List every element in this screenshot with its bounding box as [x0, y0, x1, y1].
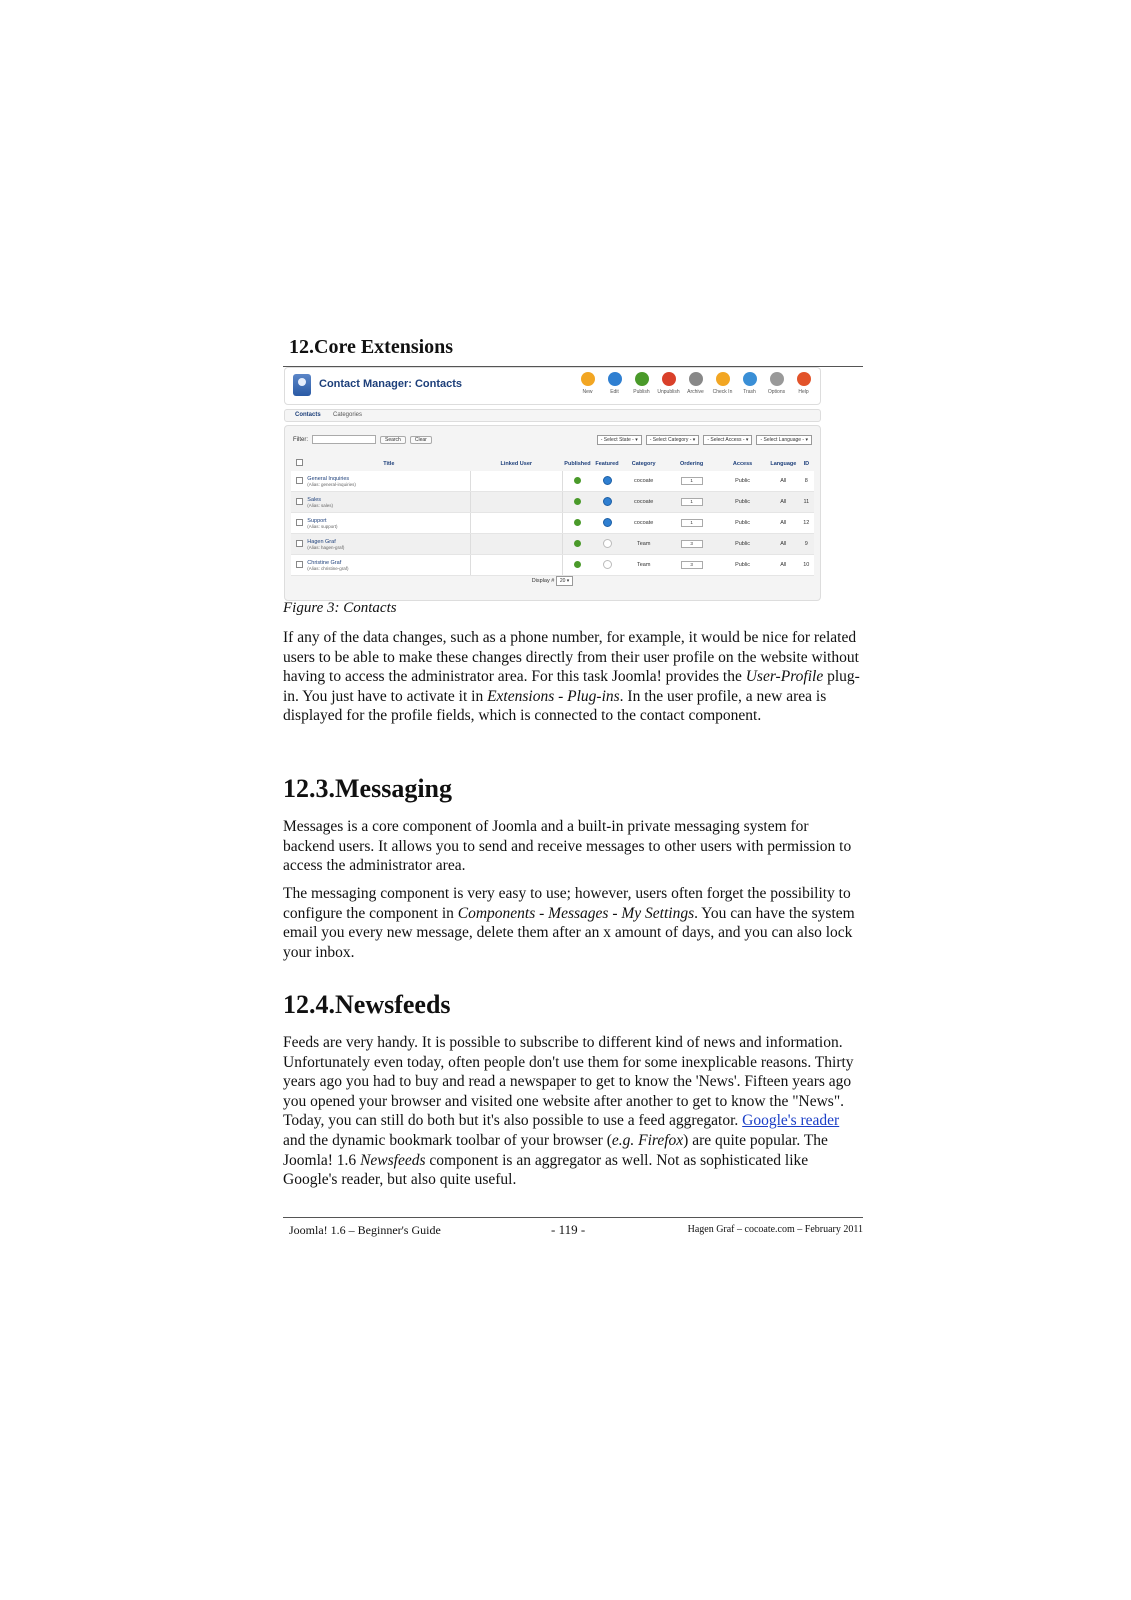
text-run: Feeds are very handy. It is possible to subscribe to different kind of news and information. Unfortunately even today, often people don't use them for some inexplicable reasons. Thirty years ago you had to buy and read a newspaper to get to know the 'News'. Fifteen years ago you opened your browser and visited one website after another to get to know the "News". Today, you can still do both but it's also possible to use a feed aggregator.	[283, 1034, 854, 1130]
linked-user-cell	[470, 555, 562, 576]
table-header	[291, 456, 814, 471]
select-access[interactable]: - Select Access - ▾	[703, 435, 752, 445]
language-cell: All	[768, 492, 799, 513]
published-check-icon[interactable]	[574, 498, 581, 505]
featured-icon[interactable]	[603, 518, 612, 527]
display-select[interactable]: 20 ▾	[556, 576, 573, 586]
toolbar	[575, 372, 816, 395]
category-cell: cocoate	[621, 492, 666, 513]
contact-alias: (Alias: hagen-graf)	[307, 544, 345, 550]
publish-icon	[635, 372, 649, 386]
unpublish-icon	[662, 372, 676, 386]
row-checkbox[interactable]	[296, 519, 303, 526]
language-cell: All	[768, 534, 799, 555]
row-checkbox[interactable]	[296, 540, 303, 547]
language-cell: All	[768, 513, 799, 534]
tab-categories[interactable]: Categories	[333, 412, 363, 418]
language-cell: All	[768, 471, 799, 492]
ordering-input[interactable]: 1	[681, 477, 703, 485]
toolbar-label: Help	[798, 389, 809, 395]
emphasis: User-Profile	[745, 668, 824, 686]
linked-user-cell	[470, 513, 562, 534]
text-run: component is an aggregator as well. Not as sophisticated like Google's reader, but also quite useful.	[283, 1151, 809, 1189]
toolbar-label: Archive	[687, 389, 704, 395]
ordering-input[interactable]: 3	[681, 540, 703, 548]
emphasis: Newsfeeds	[360, 1151, 426, 1169]
toolbar-label: Trash	[743, 389, 756, 395]
heading-messaging: 12.3.Messaging	[283, 774, 452, 803]
paragraph-newsfeeds	[283, 1033, 863, 1190]
select-all-checkbox[interactable]	[296, 459, 303, 466]
contact-title-link[interactable]: Sales	[307, 496, 322, 503]
screenshot-title: Contact Manager: Contacts	[319, 378, 463, 390]
text-run: The messaging component is very easy to use; however, users often forget the possibility to configure the component in	[283, 885, 851, 922]
contact-title-link[interactable]: Hagen Graf	[307, 538, 336, 545]
not-featured-icon[interactable]	[603, 539, 612, 548]
table-row	[291, 471, 814, 492]
not-featured-icon[interactable]	[603, 560, 612, 569]
archive-icon	[689, 372, 703, 386]
publish-button[interactable]	[629, 372, 654, 395]
text-run: and the dynamic bookmark toolbar of your browser (	[283, 1131, 612, 1149]
footer-author: Hagen Graf – cocoate.com – February 2011	[687, 1224, 863, 1235]
id-cell: 10	[799, 555, 814, 576]
filter-input[interactable]	[312, 435, 376, 444]
contacts-logo-icon	[293, 374, 311, 396]
help-icon	[797, 372, 811, 386]
col-ordering[interactable]: Ordering	[666, 456, 717, 471]
id-cell: 9	[799, 534, 814, 555]
contact-title-link[interactable]: Support	[307, 517, 327, 524]
options-button[interactable]	[764, 372, 789, 395]
select-category[interactable]: - Select Category - ▾	[646, 435, 700, 445]
emphasis: e.g. Firefox	[611, 1131, 684, 1149]
text-run: . You can have the system email you every new message, delete them after an x amount of days, and you can also lock your inbox.	[283, 904, 855, 961]
category-cell: Team	[621, 555, 666, 576]
linked-user-cell	[470, 492, 562, 513]
text-run: ) are quite popular. The Joomla! 1.6	[283, 1131, 828, 1169]
chapter-header	[283, 336, 863, 367]
contact-alias: (Alias: general-inquiries)	[307, 481, 356, 487]
paragraph-messaging-intro: Messages is a core component of Joomla and a built-in private messaging system for backend users. It allows you to send and receive messages to other users with permission to access the administrator area.	[283, 818, 852, 875]
clear-button[interactable]: Clear	[410, 436, 432, 444]
col-published[interactable]: Published	[562, 456, 593, 471]
page-number: - 119 -	[551, 1222, 586, 1237]
contact-alias: (Alias: christine-graf)	[307, 565, 349, 571]
col-id[interactable]: ID	[799, 456, 814, 471]
emphasis: Extensions - Plug-ins	[487, 687, 620, 705]
access-cell: Public	[717, 534, 768, 555]
published-check-icon[interactable]	[574, 540, 581, 547]
category-cell: cocoate	[621, 513, 666, 534]
select-state[interactable]: - Select State - ▾	[597, 435, 642, 445]
filter-label: Filter:	[293, 436, 308, 443]
contacts-panel	[284, 425, 821, 601]
featured-icon[interactable]	[603, 497, 612, 506]
edit-button[interactable]	[602, 372, 627, 395]
contact-title-link[interactable]: Christine Graf	[307, 559, 342, 566]
heading-newsfeeds: 12.4.Newsfeeds	[283, 990, 451, 1019]
col-access[interactable]: Access	[717, 456, 768, 471]
tab-bar	[284, 409, 821, 422]
check-in-button[interactable]	[710, 372, 735, 395]
paragraph-messaging-settings	[283, 884, 863, 962]
table-row	[291, 555, 814, 576]
ordering-input[interactable]: 1	[681, 519, 703, 527]
text-run: If any of the data changes, such as a phone number, for example, it would be nice for related users to be able to make these changes directly from their user profile on the website without having to access the administrator area. For this task Joomla! provides the	[283, 629, 859, 686]
table-row	[291, 513, 814, 534]
row-checkbox[interactable]	[296, 477, 303, 484]
options-icon	[770, 372, 784, 386]
toolbar-label: New	[582, 389, 593, 395]
access-cell: Public	[717, 492, 768, 513]
language-cell: All	[768, 555, 799, 576]
row-checkbox[interactable]	[296, 561, 303, 568]
filter-row	[293, 435, 432, 444]
footer-book-title: Joomla! 1.6 – Beginner's Guide	[289, 1223, 441, 1237]
col-linked-user[interactable]: Linked User	[470, 456, 562, 471]
chapter-title: 12.Core Extensions	[289, 336, 454, 358]
edit-icon	[608, 372, 622, 386]
filter-selects	[597, 435, 812, 445]
col-language[interactable]: Language	[768, 456, 799, 471]
text-run: . In the user profile, a new area is displayed for the profile fields, which is connected to the contact component.	[283, 687, 827, 725]
toolbar-label: Check In	[712, 389, 733, 395]
access-cell: Public	[717, 555, 768, 576]
new-button[interactable]	[575, 372, 600, 395]
linked-user-cell	[470, 471, 562, 492]
contact-title-link[interactable]: General Inquiries	[307, 475, 350, 482]
screenshot-header	[284, 367, 821, 405]
published-check-icon[interactable]	[574, 519, 581, 526]
unpublish-button[interactable]	[656, 372, 681, 395]
page-footer	[283, 1217, 863, 1238]
toolbar-label: Publish	[633, 389, 650, 395]
col-title[interactable]: Title	[307, 456, 470, 471]
contacts-screenshot	[284, 367, 821, 601]
check-in-icon	[716, 372, 730, 386]
trash-button[interactable]	[737, 372, 762, 395]
help-button[interactable]	[791, 372, 816, 395]
row-checkbox[interactable]	[296, 498, 303, 505]
toolbar-label: Unpublish	[657, 389, 680, 395]
toolbar-label: Edit	[610, 389, 619, 395]
featured-icon[interactable]	[603, 476, 612, 485]
figure-caption: Figure 3: Contacts	[283, 600, 397, 616]
contact-alias: (Alias: support)	[307, 523, 338, 529]
table-row	[291, 534, 814, 555]
pagination-row	[285, 576, 820, 586]
trash-icon	[743, 372, 757, 386]
archive-button[interactable]	[683, 372, 708, 395]
paragraph-contacts	[283, 628, 863, 726]
published-check-icon[interactable]	[574, 561, 581, 568]
published-check-icon[interactable]	[574, 477, 581, 484]
id-cell: 11	[799, 492, 814, 513]
category-cell: cocoate	[621, 471, 666, 492]
search-button[interactable]: Search	[380, 436, 406, 444]
toolbar-label: Options	[767, 389, 786, 395]
linked-user-cell	[470, 534, 562, 555]
tab-contacts[interactable]: Contacts	[295, 412, 321, 418]
category-cell: Team	[621, 534, 666, 555]
select-language[interactable]: - Select Language - ▾	[756, 435, 812, 445]
col-featured[interactable]: Featured	[593, 456, 622, 471]
col-category[interactable]: Category	[621, 456, 666, 471]
contacts-table	[291, 456, 814, 576]
contact-alias: (Alias: sales)	[307, 502, 334, 508]
access-cell: Public	[717, 471, 768, 492]
emphasis: Components - Messages - My Settings	[457, 904, 695, 922]
access-cell: Public	[717, 513, 768, 534]
google-reader-link[interactable]: Google's reader	[742, 1112, 840, 1130]
id-cell: 12	[799, 513, 814, 534]
id-cell: 8	[799, 471, 814, 492]
display-label: Display #	[531, 578, 555, 584]
new-icon	[581, 372, 595, 386]
table-row	[291, 492, 814, 513]
ordering-input[interactable]: 1	[681, 498, 703, 506]
ordering-input[interactable]: 3	[681, 561, 703, 569]
text-run: plug-in. You just have to activate it in	[283, 668, 860, 705]
